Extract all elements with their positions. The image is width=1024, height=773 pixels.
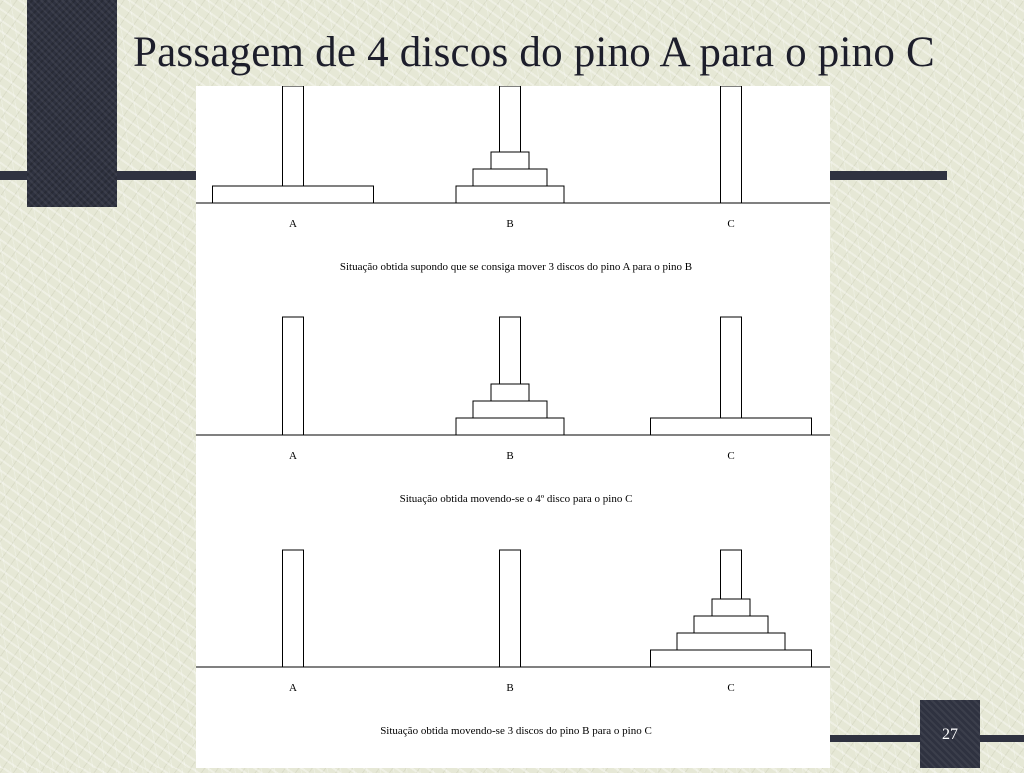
peg [283, 317, 304, 435]
disc [491, 152, 529, 169]
disc [473, 169, 547, 186]
stage-caption: Situação obtida supondo que se consiga mover 3 discos do pino A para o pino B [339, 261, 693, 273]
peg-label: C [727, 218, 735, 230]
peg-label: C [727, 682, 735, 694]
disc [712, 599, 750, 616]
peg [721, 86, 742, 203]
peg-label: A [289, 218, 297, 230]
disc [456, 186, 564, 203]
decorative-bar-bottom-right [980, 735, 1024, 742]
peg [500, 550, 521, 667]
hanoi-diagram [196, 86, 830, 768]
peg-label: B [506, 450, 514, 462]
peg-label: B [506, 682, 514, 694]
disc [651, 418, 812, 435]
disc [473, 401, 547, 418]
stage-caption: Situação obtida movendo-se 3 discos do pino B para o pino C [380, 725, 652, 737]
peg-label: A [289, 682, 297, 694]
decorative-block [27, 0, 117, 207]
peg [283, 86, 304, 203]
peg-label: B [506, 218, 514, 230]
disc [694, 616, 768, 633]
disc [456, 418, 564, 435]
disc [651, 650, 812, 667]
peg-label: A [289, 450, 297, 462]
peg [283, 550, 304, 667]
disc [491, 384, 529, 401]
disc [213, 186, 374, 203]
disc [677, 633, 785, 650]
decorative-bar-right [830, 171, 947, 180]
stage-caption: Situação obtida movendo-se o 4º disco para o pino C [399, 493, 633, 505]
diagram-panel [196, 86, 830, 768]
decorative-bar-bottom-left [830, 735, 920, 742]
peg-label: C [727, 450, 735, 462]
page-number: 27 [942, 726, 958, 743]
peg [721, 317, 742, 435]
slide-title: Passagem de 4 discos do pino A para o pino C [133, 29, 935, 76]
